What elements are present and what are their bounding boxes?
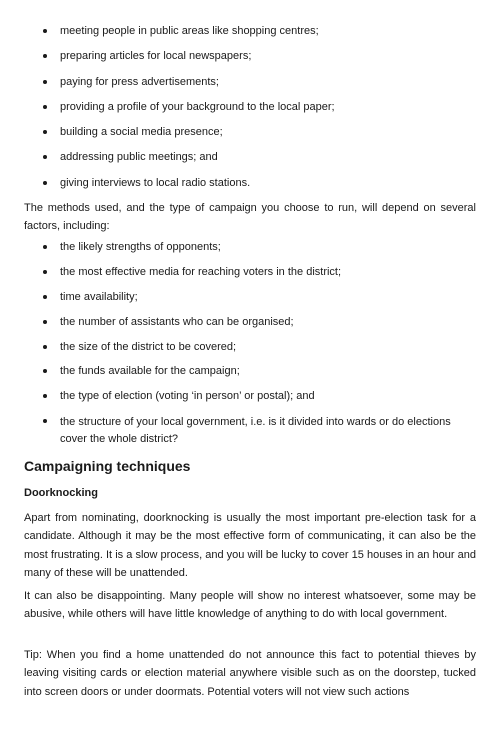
list-item: preparing articles for local newspapers; xyxy=(0,49,489,74)
list-item: building a social media presence; xyxy=(0,125,489,150)
list-item: paying for press advertisements; xyxy=(0,75,489,100)
list-item: the funds available for the campaign; xyxy=(0,364,489,389)
subsection-heading: Doorknocking xyxy=(24,487,98,499)
tip-paragraph: Tip: When you find a home unattended do not announce this fact to potential thieves by leaving visiting cards or election material anywhere visible such as on the doorstep, tucked into screen doors or under doormats. Potential voters will not view such actions xyxy=(24,649,476,698)
doorknocking-paragraph: Apart from nominating, doorknocking is usually the most important pre-election task for a candidate. Although it may be the most effective form of communicating, it can also be the most frustrating. It is a slow process, and you will be lucky to cover 15 houses in an hour and many of these will be unattended. xyxy=(24,512,476,580)
bullet-icon xyxy=(43,345,47,349)
bullet-icon xyxy=(43,80,47,84)
methods-paragraph: The methods used, and the type of campaign you choose to run, will depend on several factors, including: xyxy=(24,202,476,233)
bullet-icon xyxy=(43,270,47,274)
bullet-icon xyxy=(43,181,47,185)
bullet-icon xyxy=(43,419,47,423)
section-heading: Campaigning techniques xyxy=(24,458,191,474)
outreach-methods-list xyxy=(0,24,489,201)
list-item: time availability; xyxy=(0,290,489,315)
disappointment-paragraph: It can also be disappointing. Many people will show no interest whatsoever, some may be abusive, while others will have little knowledge of anything to do with local government. xyxy=(24,590,476,621)
bullet-icon xyxy=(43,130,47,134)
list-item: meeting people in public areas like shopping centres; xyxy=(0,24,489,49)
bullet-icon xyxy=(43,369,47,373)
bullet-icon xyxy=(43,29,47,33)
list-item: the type of election (voting ‘in person’ or postal); and xyxy=(0,389,489,414)
list-item: addressing public meetings; and xyxy=(0,150,489,175)
list-item: the structure of your local government, i.e. is it divided into wards or do elections cover the whole district? xyxy=(0,414,489,448)
list-item: giving interviews to local radio stations. xyxy=(0,176,489,201)
campaign-factors-list xyxy=(0,240,489,448)
bullet-icon xyxy=(43,394,47,398)
bullet-icon xyxy=(43,295,47,299)
bullet-icon xyxy=(43,245,47,249)
bullet-icon xyxy=(43,155,47,159)
bullet-icon xyxy=(43,54,47,58)
list-item: the most effective media for reaching voters in the district; xyxy=(0,265,489,290)
bullet-icon xyxy=(43,105,47,109)
list-item: the number of assistants who can be organised; xyxy=(0,315,489,340)
list-item: providing a profile of your background to the local paper; xyxy=(0,100,489,125)
list-item: the likely strengths of opponents; xyxy=(0,240,489,265)
bullet-icon xyxy=(43,320,47,324)
list-item: the size of the district to be covered; xyxy=(0,340,489,365)
